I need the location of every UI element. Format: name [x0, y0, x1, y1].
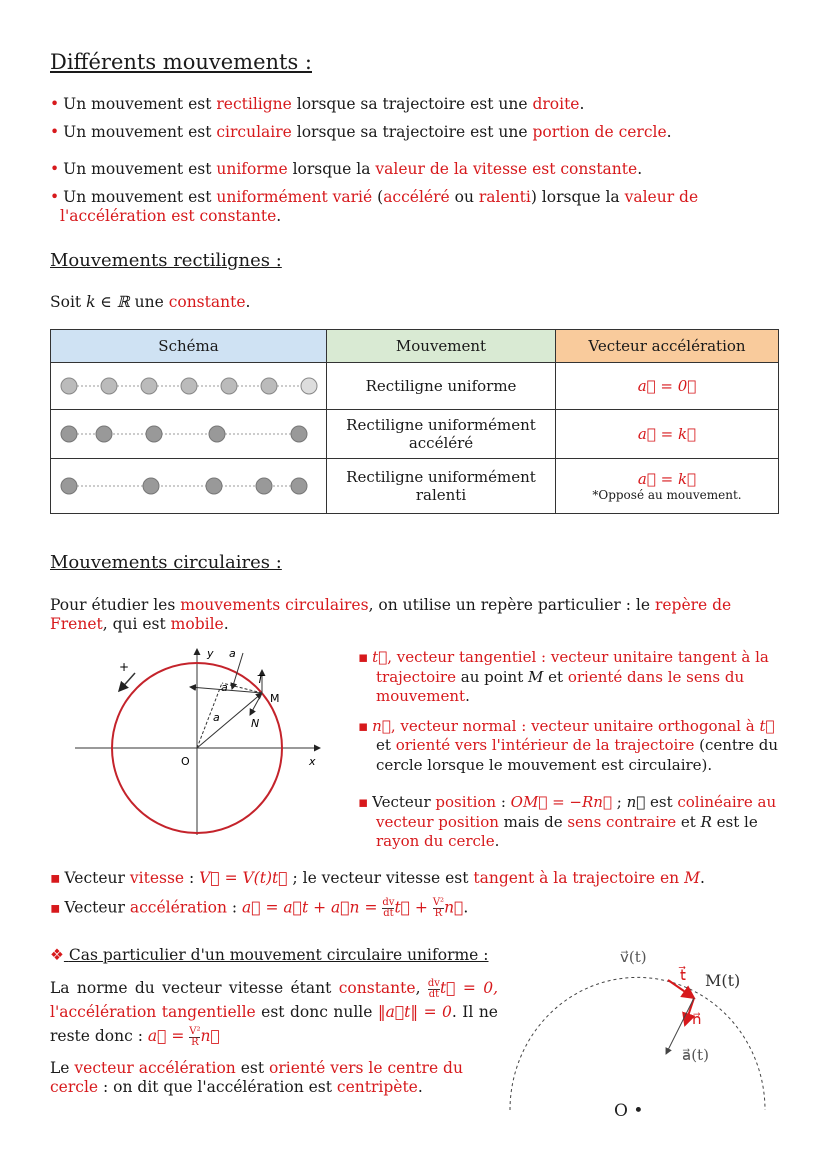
- frenet-diagram: [75, 645, 335, 840]
- frenet-item-position: ▪ Vecteur position : OM⃗ = −Rn⃗ ; n⃗ est colinéaire au vecteur position mais de sens contraire et R est le rayon du cercle.: [358, 793, 778, 852]
- label-n-vec: n⃗: [692, 1010, 702, 1028]
- schema-accelere: [51, 410, 327, 459]
- label-at: a: [229, 647, 236, 660]
- label-a: a: [221, 681, 228, 694]
- mouvement-row-1: Rectiligne uniforme: [327, 363, 556, 410]
- label-t-vec: t⃗: [680, 966, 686, 984]
- section-rectilignes: Mouvements rectilignes :: [50, 250, 282, 271]
- mouvement-row-3: Rectiligne uniformément ralenti: [327, 459, 556, 514]
- header-mouvement: Mouvement: [327, 330, 556, 363]
- accel-row-2: a⃗ = k⃗: [556, 410, 779, 459]
- circular-uniform-diagram: [500, 940, 780, 1130]
- schema-uniforme: [51, 363, 327, 410]
- header-accel: Vecteur accélération: [556, 330, 779, 363]
- soit-line: Soit k ∈ ℝ une constante.: [50, 293, 251, 311]
- accel-row-3: a⃗ = k⃗ *Opposé au mouvement.: [556, 459, 779, 514]
- frenet-item-n: ▪ n⃗, vecteur normal : vecteur unitaire orthogonal à t⃗ et orienté vers l'intérieur de la trajectoire (centre du cercle lorsque le mouvement est circulaire).: [358, 717, 778, 776]
- accel-row-1: a⃗ = 0⃗: [556, 363, 779, 410]
- section-circulaires: Mouvements circulaires :: [50, 552, 282, 573]
- header-schema: Schéma: [51, 330, 327, 363]
- schema-ralenti: [51, 459, 327, 514]
- label-t: T: [257, 673, 264, 686]
- mouvement-row-2: Rectiligne uniformément accéléré: [327, 410, 556, 459]
- label-o-center: O •: [614, 1101, 644, 1121]
- frenet-item-t: ▪ t⃗, vecteur tangentiel : vecteur unitaire tangent à la trajectoire au point M et orienté dans le sens du mouvement.: [358, 648, 778, 707]
- label-o: O: [181, 755, 190, 768]
- frenet-intro: Pour étudier les mouvements circulaires, on utilise un repère particulier : le repère de Frenet, qui est mobile.: [50, 596, 732, 633]
- label-an: a: [213, 711, 220, 724]
- acceleration-line: ▪ Vecteur accélération : a⃗ = a⃗t + a⃗n = $\frac{dv}{dt}$ t⃗ + $\frac{\text{V²}}{R}$ n⃗.: [50, 898, 468, 919]
- intro-bullet-2: • Un mouvement est circulaire lorsque sa trajectoire est une portion de cercle.: [50, 123, 672, 142]
- label-m: M: [270, 692, 280, 705]
- label-plus: +: [119, 660, 130, 674]
- page-title: Différents mouvements :: [50, 50, 312, 74]
- cas-title: ❖ Cas particulier d'un mouvement circulaire uniforme :: [50, 946, 489, 964]
- movement-table: [50, 329, 779, 514]
- cas-body: La norme du vecteur vitesse étant constante, $\frac{dv}{dt}$ t⃗ = 0, l'accélération tangentielle est donc nulle ‖a⃗t‖ = 0. Il ne reste donc : a⃗ = $\frac{\text{V²}}{R}$ n⃗: [50, 977, 498, 1048]
- note-oppose: *Opposé au mouvement.: [592, 488, 742, 502]
- label-m-t: M(t): [705, 971, 741, 990]
- intro-bullet-1: • Un mouvement est rectiligne lorsque sa trajectoire est une droite.: [50, 95, 584, 114]
- label-n: N: [251, 717, 260, 730]
- cas-conclusion: Le vecteur accélération est orienté vers le centre du cercle : on dit que l'accélération est centripète.: [50, 1059, 463, 1096]
- frenet-list: [358, 648, 778, 862]
- label-a-t: a⃗(t): [682, 1046, 709, 1064]
- intro-bullet-4: • Un mouvement est uniformément varié (accéléré ou ralenti) lorsque la valeur de l'accélération est constante.: [50, 188, 795, 226]
- intro-bullet-3: • Un mouvement est uniforme lorsque la valeur de la vitesse est constante.: [50, 160, 642, 179]
- label-v-t: v⃗(t): [620, 948, 647, 966]
- label-x: x: [309, 755, 316, 768]
- label-y: y: [207, 647, 214, 660]
- vitesse-line: ▪ Vecteur vitesse : V⃗ = V(t)t⃗ ; le vecteur vitesse est tangent à la trajectoire en M.: [50, 869, 705, 888]
